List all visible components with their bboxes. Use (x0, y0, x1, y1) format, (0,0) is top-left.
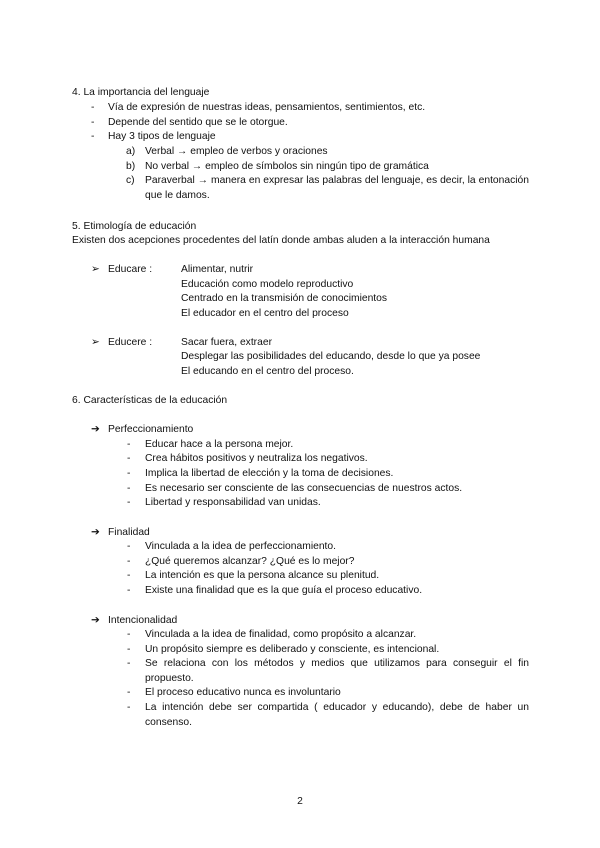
dash-marker: - (91, 102, 95, 113)
section-5-heading: 5. Etimología de educación (72, 221, 197, 232)
educere-line-2: Desplegar las posibilidades del educando, desde lo que ya posee (181, 351, 481, 362)
intencionalidad-item-1: Vinculada a la idea de finalidad, como propósito a alcanzar. (145, 629, 417, 640)
dash-marker: - (127, 702, 131, 713)
arrowhead-bullet-icon: ➢ (91, 264, 100, 275)
dash-marker: - (127, 468, 131, 479)
educere-line-1: Sacar fuera, extraer (181, 337, 272, 348)
dash-marker: - (127, 658, 131, 669)
perfeccionamiento-item-1: Educar hace a la persona mejor. (145, 439, 294, 450)
perfeccionamiento-item-5: Libertad y responsabilidad van unidas. (145, 497, 321, 508)
arrow-bullet-icon: ➔ (91, 527, 100, 538)
intencionalidad-item-2: Un propósito siempre es deliberado y consciente, es intencional. (145, 644, 440, 655)
language-type-no-verbal: No verbal → empleo de símbolos sin ningún tipo de gramática (145, 161, 429, 172)
term-educare: Educare : (108, 264, 153, 275)
finalidad-item-1: Vinculada a la idea de perfeccionamiento. (145, 541, 337, 552)
dash-marker: - (127, 453, 131, 464)
dash-marker: - (127, 570, 131, 581)
group-title-perfeccionamiento: Perfeccionamiento (108, 424, 194, 435)
educare-line-2: Educación como modelo reproductivo (181, 279, 354, 290)
page-number: 2 (297, 796, 303, 807)
dash-marker: - (127, 585, 131, 596)
educere-line-3: El educando en el centro del proceso. (181, 366, 354, 377)
list-marker-c: c) (126, 175, 135, 186)
educare-line-3: Centrado en la transmisión de conocimientos (181, 293, 388, 304)
list-marker-a: a) (126, 146, 136, 157)
arrow-bullet-icon: ➔ (91, 615, 100, 626)
dash-marker: - (91, 117, 95, 128)
dash-marker: - (91, 131, 95, 142)
s4-bullet-1: Vía de expresión de nuestras ideas, pensamientos, sentimientos, etc. (108, 102, 426, 113)
finalidad-item-2: ¿Qué queremos alcanzar? ¿Qué es lo mejor? (145, 556, 355, 567)
language-type-verbal: Verbal → empleo de verbos y oraciones (145, 146, 328, 157)
arrowhead-bullet-icon: ➢ (91, 337, 100, 348)
dash-marker: - (127, 687, 131, 698)
intencionalidad-item-3: Se relaciona con los métodos y medios que utilizamos para conseguir el fin propuesto. (145, 658, 529, 684)
intencionalidad-item-5: La intención debe ser compartida ( educador y educando), debe de haber un consenso. (145, 702, 529, 728)
section-5-intro: Existen dos acepciones procedentes del latín donde ambas aluden a la interacción humana (72, 235, 490, 246)
section-6-heading: 6. Características de la educación (72, 395, 228, 406)
dash-marker: - (127, 556, 131, 567)
group-title-intencionalidad: Intencionalidad (108, 615, 178, 626)
finalidad-item-4: Existe una finalidad que es la que guía el proceso educativo. (145, 585, 423, 596)
intencionalidad-item-4: El proceso educativo nunca es involuntario (145, 687, 341, 698)
s4-bullet-2: Depende del sentido que se le otorgue. (108, 117, 288, 128)
finalidad-item-3: La intención es que la persona alcance su plenitud. (145, 570, 380, 581)
dash-marker: - (127, 541, 131, 552)
term-educere: Educere : (108, 337, 153, 348)
perfeccionamiento-item-2: Crea hábitos positivos y neutraliza los negativos. (145, 453, 368, 464)
dash-marker: - (127, 629, 131, 640)
educare-line-1: Alimentar, nutrir (181, 264, 254, 275)
arrow-bullet-icon: ➔ (91, 424, 100, 435)
language-type-paraverbal: Paraverbal → manera en expresar las palabras del lenguaje, es decir, la entonación que le damos. (145, 175, 529, 201)
dash-marker: - (127, 439, 131, 450)
dash-marker: - (127, 483, 131, 494)
perfeccionamiento-item-4: Es necesario ser consciente de las consecuencias de nuestros actos. (145, 483, 463, 494)
perfeccionamiento-item-3: Implica la libertad de elección y la toma de decisiones. (145, 468, 394, 479)
dash-marker: - (127, 497, 131, 508)
group-title-finalidad: Finalidad (108, 527, 150, 538)
s4-bullet-3: Hay 3 tipos de lenguaje (108, 131, 216, 142)
list-marker-b: b) (126, 161, 136, 172)
section-4-heading: 4. La importancia del lenguaje (72, 87, 210, 98)
educare-line-4: El educador en el centro del proceso (181, 308, 349, 319)
dash-marker: - (127, 644, 131, 655)
